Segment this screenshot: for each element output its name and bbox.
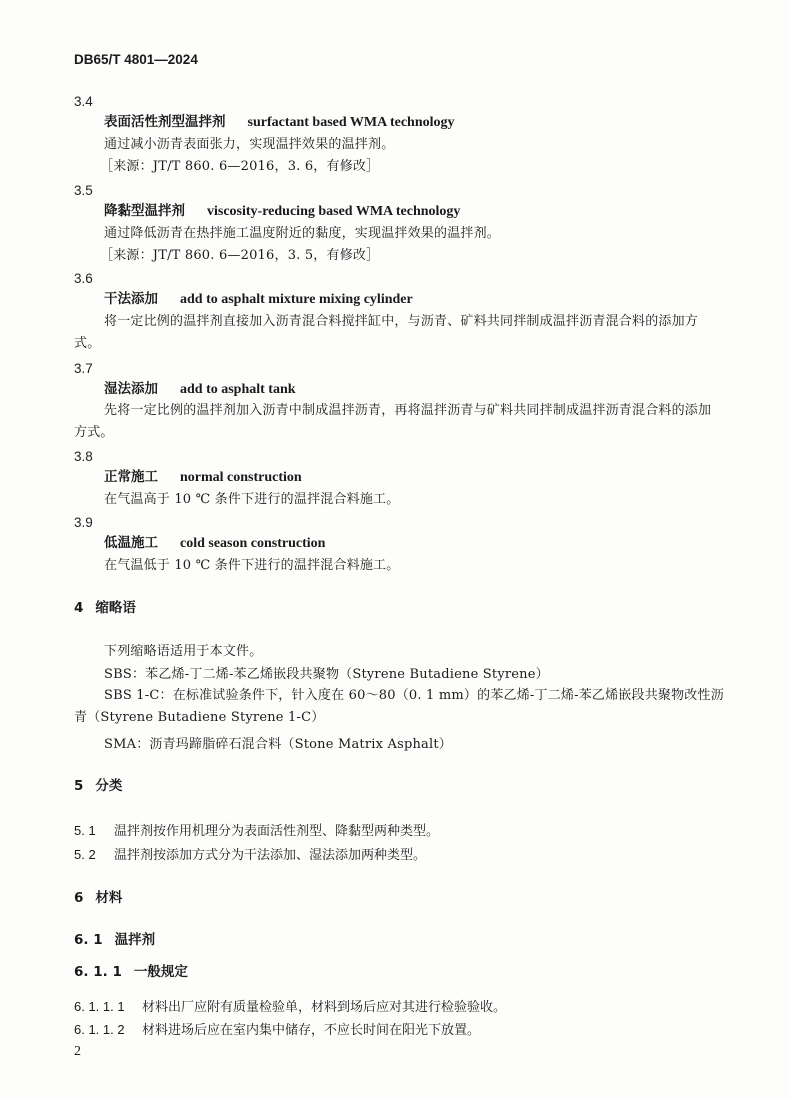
term-zh: 降黏型温拌剂 (104, 203, 185, 219)
term-en: surfactant based WMA technology (247, 115, 455, 130)
term-definition: 在气温高于 10 ℃ 条件下进行的温拌混合料施工。 (104, 492, 400, 507)
term-zh: 正常施工 (104, 469, 158, 485)
document-id: DB65/T 4801—2024 (74, 52, 198, 67)
term-definition: 通过减小沥青表面张力，实现温拌效果的温拌剂。 (104, 137, 395, 152)
term-en: add to asphalt tank (180, 382, 296, 397)
abbrev-item: SBS 1-C：在标准试验条件下，针入度在 60～80（0. 1 mm）的苯乙烯-丁二烯-苯乙烯嵌段共聚物改性沥青（Styrene Butadiene Styrene 1-C） (74, 688, 724, 725)
term-number: 3.6 (74, 271, 93, 286)
clause-number: 6. 1. 1. 1 (74, 999, 125, 1014)
subsubsection-number: 6. 1. 1 (74, 964, 122, 980)
term-number: 3.8 (74, 449, 93, 464)
term-heading (104, 205, 460, 219)
subsection-number: 6. 1 (74, 932, 103, 948)
term-number: 3.4 (74, 94, 93, 109)
clause-text: 温拌剂按作用机理分为表面活性剂型、降黏型两种类型。 (114, 824, 440, 839)
term-source: ［来源：JT/T 860. 6—2016，3. 5，有修改］ (100, 248, 380, 263)
section-number: 6 (74, 890, 84, 906)
term-zh: 干法添加 (104, 291, 158, 307)
term-number: 3.5 (74, 183, 93, 198)
section-title: 分类 (95, 778, 123, 794)
clause-number: 5. 2 (74, 847, 96, 862)
term-definition: 先将一定比例的温拌剂加入沥青中制成温拌沥青，再将温拌沥青与矿料共同拌制成温拌沥青混合料的添加方式。 (74, 403, 712, 440)
term-number: 3.9 (74, 515, 93, 530)
term-zh: 低温施工 (104, 535, 158, 551)
term-en: cold season construction (180, 536, 326, 551)
section-heading (74, 892, 122, 906)
clause (74, 1000, 506, 1014)
section-title: 缩略语 (95, 600, 136, 616)
clause-text: 材料进场后应在室内集中储存，不应长时间在阳光下放置。 (142, 1023, 481, 1038)
abbrev-item: SMA：沥青玛蹄脂碎石混合料（Stone Matrix Asphalt） (104, 737, 452, 752)
term-heading (104, 537, 325, 551)
term-definition: 通过降低沥青在热拌施工温度附近的黏度，实现温拌效果的温拌剂。 (104, 226, 501, 241)
section-number: 5 (74, 778, 84, 794)
term-en: viscosity-reducing based WMA technology (207, 204, 461, 219)
clause (74, 848, 426, 862)
clause-text: 材料出厂应附有质量检验单，材料到场后应对其进行检验验收。 (142, 1000, 507, 1015)
term-number: 3.7 (74, 361, 93, 376)
term-heading (104, 116, 455, 130)
abbrev-intro: 下列缩略语适用于本文件。 (104, 644, 263, 659)
section-title: 材料 (95, 890, 123, 906)
clause (74, 1023, 480, 1037)
page-number: 2 (74, 1044, 81, 1059)
section-number: 4 (74, 600, 84, 616)
clause-number: 5. 1 (74, 823, 96, 838)
section-heading (74, 780, 122, 794)
term-zh: 表面活性剂型温拌剂 (104, 114, 226, 130)
abbrev-item: SBS：苯乙烯-丁二烯-苯乙烯嵌段共聚物（Styrene Butadiene Styrene） (104, 667, 549, 682)
term-zh: 湿法添加 (104, 381, 158, 397)
term-definition: 在气温低于 10 ℃ 条件下进行的温拌混合料施工。 (104, 558, 400, 573)
subsubsection-title: 一般规定 (133, 964, 188, 980)
term-source: ［来源：JT/T 860. 6—2016，3. 6，有修改］ (100, 159, 380, 174)
subsubsection-heading (74, 966, 188, 980)
section-heading (74, 602, 136, 616)
term-heading (104, 383, 296, 397)
clause (74, 824, 439, 838)
term-heading (104, 471, 302, 485)
clause-number: 6. 1. 1. 2 (74, 1022, 125, 1037)
term-en: add to asphalt mixture mixing cylinder (180, 292, 413, 307)
term-definition: 将一定比例的温拌剂直接加入沥青混合料搅拌缸中，与沥青、矿料共同拌制成温拌沥青混合料的添加方式。 (74, 314, 699, 351)
clause-text: 温拌剂按添加方式分为干法添加、湿法添加两种类型。 (114, 848, 427, 863)
term-heading (104, 293, 413, 307)
subsection-title: 温拌剂 (114, 932, 156, 948)
term-en: normal construction (180, 470, 302, 485)
subsection-heading (74, 934, 155, 948)
